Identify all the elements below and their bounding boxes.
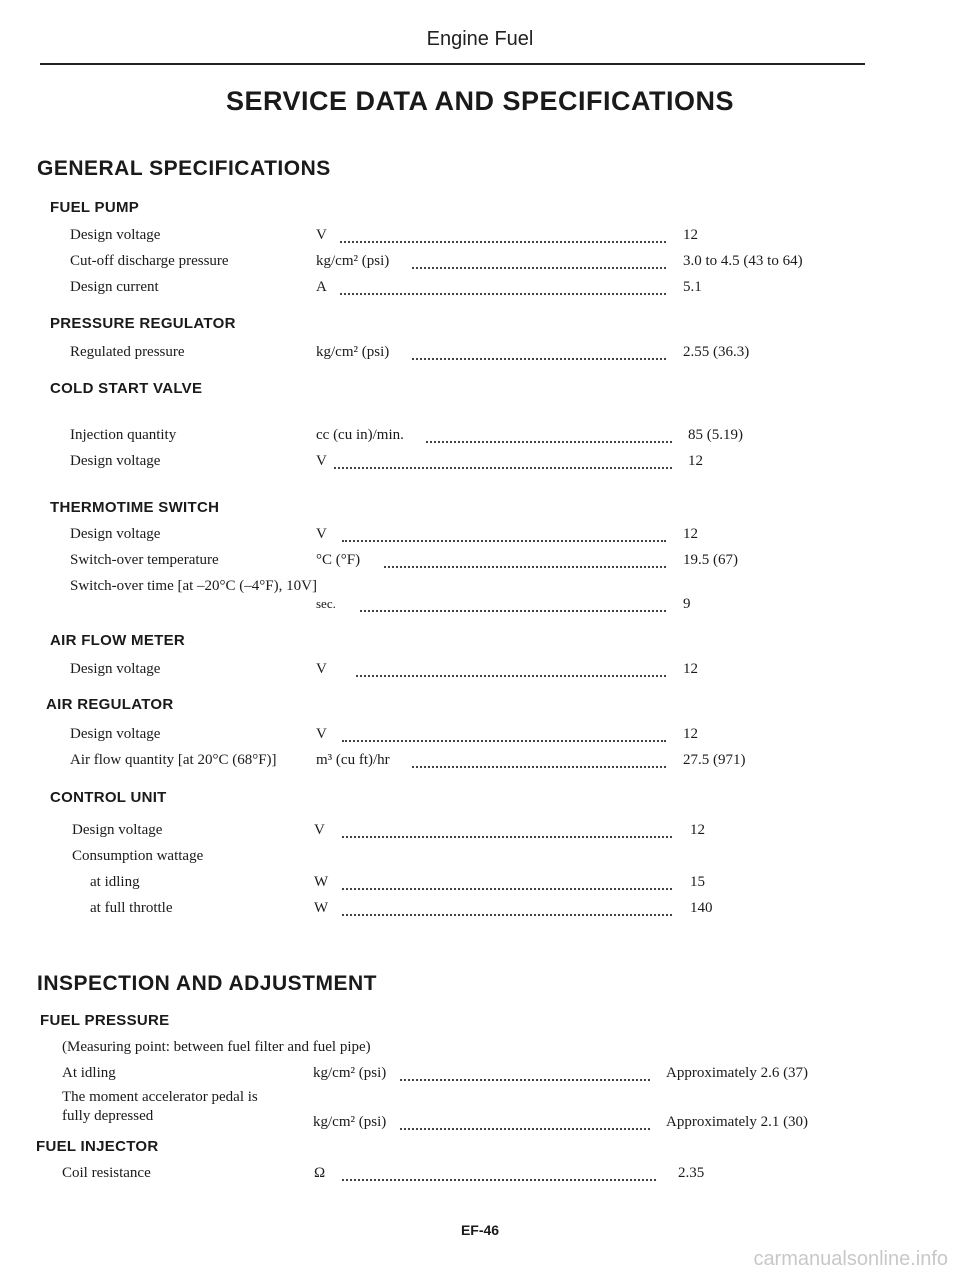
spec-unit: kg/cm² (psi) [313,1065,387,1081]
air-flow-meter-heading: AIR FLOW METER [50,632,186,649]
spec-label: at full throttle [90,900,173,916]
spec-label: Design voltage [70,227,161,243]
thermotime-switch-heading: THERMOTIME SWITCH [50,499,220,516]
spec-value: 85 (5.19) [688,427,743,443]
spec-row [0,872,960,892]
leader-dots [342,1169,656,1181]
spec-value: Approximately 2.6 (37) [666,1065,809,1081]
spec-row [0,820,960,840]
spec-label: Design voltage [70,726,161,742]
leader-dots [400,1069,650,1081]
spec-value: 5.1 [683,279,702,295]
spec-value: 12 [683,227,698,243]
leader-dots [342,878,672,890]
spec-row [0,659,960,679]
spec-label: Injection quantity [70,427,177,443]
leader-dots [360,600,666,612]
consumption-wattage-label: Consumption wattage [72,848,204,864]
header-rule [40,63,865,65]
leader-dots [340,283,666,295]
spec-label: Coil resistance [62,1165,151,1181]
spec-value: 15 [690,874,705,890]
spec-unit: W [314,874,329,890]
spec-label: at idling [90,874,140,890]
spec-value: 27.5 (971) [683,752,746,768]
spec-label: Design voltage [70,453,161,469]
leader-dots [426,431,672,443]
spec-label: Switch-over temperature [70,552,219,568]
watermark: carmanualsonline.info [753,1248,948,1270]
spec-unit: m³ (cu ft)/hr [316,752,390,768]
measuring-point-note: (Measuring point: between fuel filter and fuel pipe) [62,1039,371,1055]
leader-dots [342,904,672,916]
general-specifications-heading: GENERAL SPECIFICATIONS [37,157,331,180]
spec-value: 12 [690,822,705,838]
spec-label: At idling [62,1065,116,1081]
leader-dots [342,826,672,838]
leader-dots [412,348,666,360]
spec-label: Regulated pressure [70,344,185,360]
spec-unit: kg/cm² (psi) [316,253,390,269]
spec-unit: V [316,453,327,469]
spec-row [0,594,960,614]
spec-value: 3.0 to 4.5 (43 to 64) [683,253,803,269]
pedal-depressed-label-line1: The moment accelerator pedal is [62,1089,258,1105]
page-title: SERVICE DATA AND SPECIFICATIONS [225,86,735,116]
spec-row [0,1163,960,1183]
cold-start-valve-heading: COLD START VALVE [50,380,203,397]
fuel-pressure-heading: FUEL PRESSURE [40,1012,170,1029]
control-unit-heading: CONTROL UNIT [50,789,167,806]
spec-row [0,750,960,770]
spec-unit: V [316,227,327,243]
leader-dots [334,457,672,469]
leader-dots [412,756,666,768]
spec-value: 140 [690,900,713,916]
leader-dots [384,556,666,568]
spec-row [0,225,960,245]
spec-unit: °C (°F) [316,552,361,568]
spec-row [0,1106,960,1130]
spec-row [0,342,960,362]
spec-unit: sec. [316,596,336,611]
switch-over-time-label: Switch-over time [at –20°C (–4°F), 10V] [70,578,317,594]
spec-label: Design voltage [70,526,161,542]
spec-label: Design current [70,279,159,295]
spec-value: 12 [683,526,698,542]
leader-dots [412,257,666,269]
leader-dots [356,665,666,677]
spec-row [0,425,960,445]
spec-value: 12 [683,661,698,677]
spec-row [0,451,960,471]
spec-value: 2.55 (36.3) [683,344,750,360]
spec-row [0,1063,960,1083]
spec-value: 12 [683,726,698,742]
spec-label: Design voltage [70,661,161,677]
spec-row [0,251,960,271]
leader-dots [400,1118,650,1130]
spec-value: 2.35 [678,1165,705,1181]
spec-unit: Ω [314,1165,326,1181]
running-header: Engine Fuel [426,28,534,50]
spec-row [0,898,960,918]
spec-row [0,550,960,570]
air-regulator-heading: AIR REGULATOR [46,696,174,713]
pressure-regulator-heading: PRESSURE REGULATOR [50,315,236,332]
spec-value: Approximately 2.1 (30) [666,1114,809,1130]
spec-unit: A [316,279,327,295]
fuel-injector-heading: FUEL INJECTOR [36,1138,159,1155]
spec-value: 9 [683,596,691,612]
spec-row [0,724,960,744]
spec-label: Air flow quantity [at 20°C (68°F)] [70,752,277,768]
leader-dots [340,231,666,243]
spec-label: Cut-off discharge pressure [70,253,229,269]
spec-value: 19.5 (67) [683,552,738,568]
spec-unit: V [316,526,327,542]
spec-unit: kg/cm² (psi) [316,344,390,360]
fuel-pump-heading: FUEL PUMP [50,199,140,216]
spec-row [0,524,960,544]
page-number: EF-46 [460,1222,500,1238]
spec-label: Design voltage [72,822,163,838]
spec-unit: V [316,726,327,742]
spec-unit: V [314,822,325,838]
spec-row [0,277,960,297]
leader-dots [342,530,666,542]
spec-label: fully depressed [62,1108,154,1124]
inspection-adjustment-heading: INSPECTION AND ADJUSTMENT [37,972,377,995]
spec-value: 12 [688,453,703,469]
spec-unit: V [316,661,327,677]
spec-unit: kg/cm² (psi) [313,1114,387,1130]
spec-unit: W [314,900,329,916]
leader-dots [342,730,666,742]
spec-unit: cc (cu in)/min. [316,427,404,443]
